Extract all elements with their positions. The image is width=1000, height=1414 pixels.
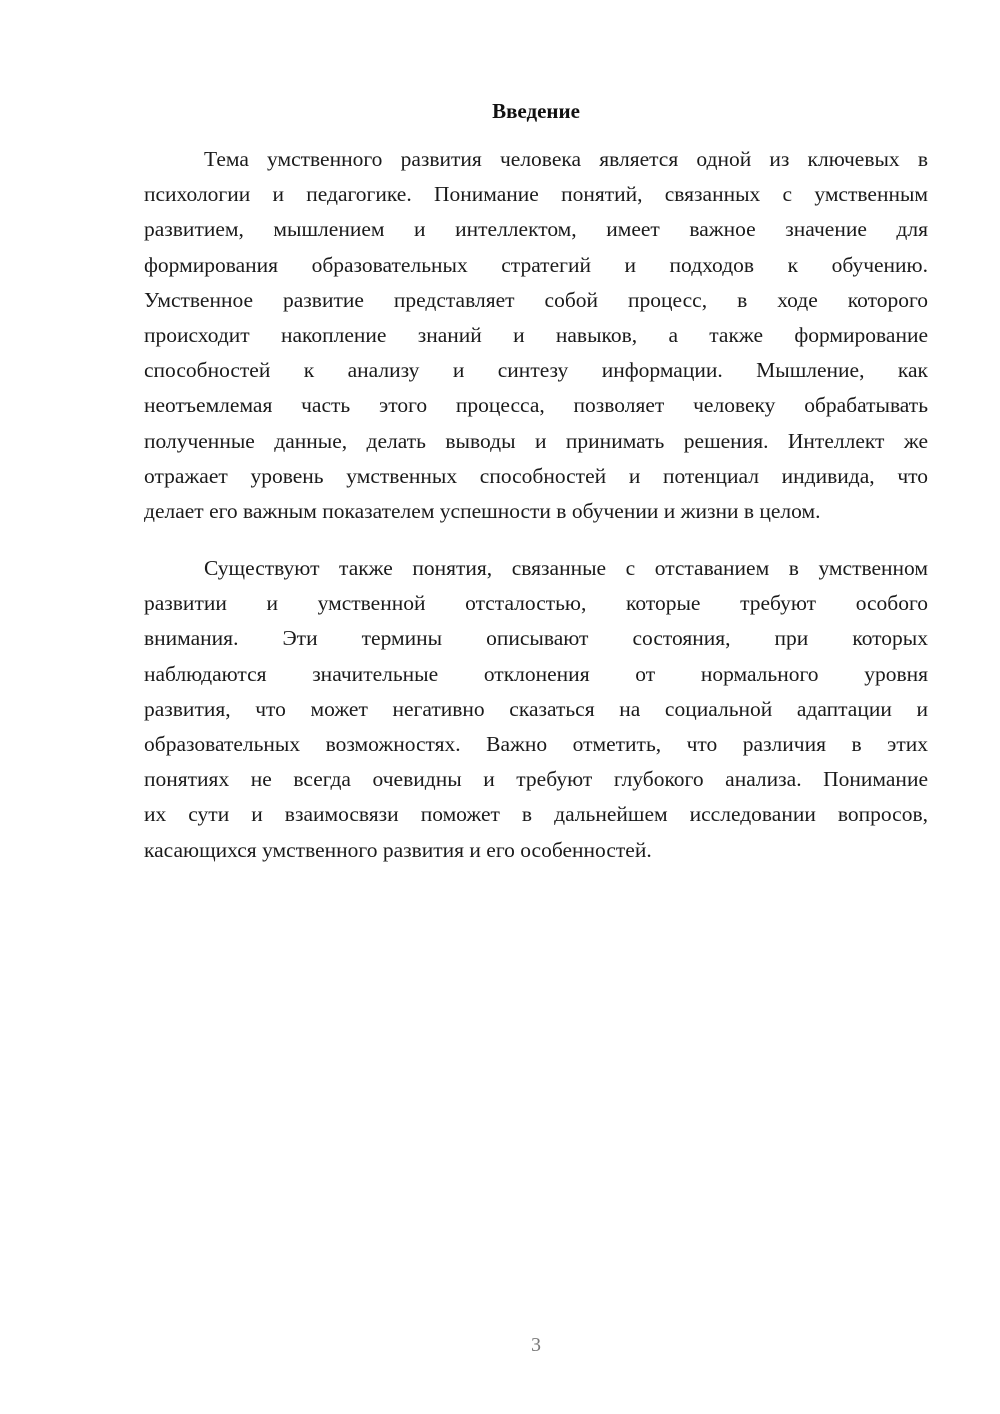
paragraph-line: понятиях не всегда очевидны и требуют глубокого анализа. Понимание <box>144 767 928 792</box>
paragraph-2 <box>144 551 928 868</box>
paragraph-line: неотъемлемая часть этого процесса, позволяет человеку обрабатывать <box>144 393 928 418</box>
paragraph-line: психологии и педагогике. Понимание понятий, связанных с умственным <box>144 182 928 207</box>
paragraph-line: способностей к анализу и синтезу информации. Мышление, как <box>144 358 928 383</box>
paragraph-line: их сути и взаимосвязи поможет в дальнейшем исследовании вопросов, <box>144 802 928 827</box>
paragraph-line: развития, что может негативно сказаться на социальной адаптации и <box>144 696 928 721</box>
paragraph-line: отражает уровень умственных способностей и потенциал индивида, что <box>144 463 928 488</box>
paragraph-line: касающихся умственного развития и его особенностей. <box>144 837 652 862</box>
section-heading: Введение <box>492 99 580 123</box>
paragraph-1 <box>144 142 928 529</box>
paragraph-line: Существуют также понятия, связанные с отставанием в умственном <box>204 556 928 580</box>
paragraph-line: Умственное развитие представляет собой процесс, в ходе которого <box>144 287 928 312</box>
paragraph-line: развитием, мышлением и интеллектом, имеет важное значение для <box>144 217 928 242</box>
paragraph-line: образовательных возможностях. Важно отметить, что различия в этих <box>144 731 928 756</box>
page-number: 3 <box>531 1334 541 1356</box>
paragraph-line: наблюдаются значительные отклонения от нормального уровня <box>144 661 928 686</box>
paragraph-line: происходит накопление знаний и навыков, а также формирование <box>144 322 928 347</box>
paragraph-line: формирования образовательных стратегий и подходов к обучению. <box>144 252 928 277</box>
paragraph-line: внимания. Эти термины описывают состояния, при которых <box>144 626 928 651</box>
paragraph-line: делает его важным показателем успешности в обучении и жизни в целом. <box>144 498 821 523</box>
paragraph-line: полученные данные, делать выводы и принимать решения. Интеллект же <box>144 428 928 453</box>
paragraph-line: развитии и умственной отсталостью, которые требуют особого <box>144 591 928 616</box>
paragraph-line: Тема умственного развития человека является одной из ключевых в <box>204 147 928 171</box>
